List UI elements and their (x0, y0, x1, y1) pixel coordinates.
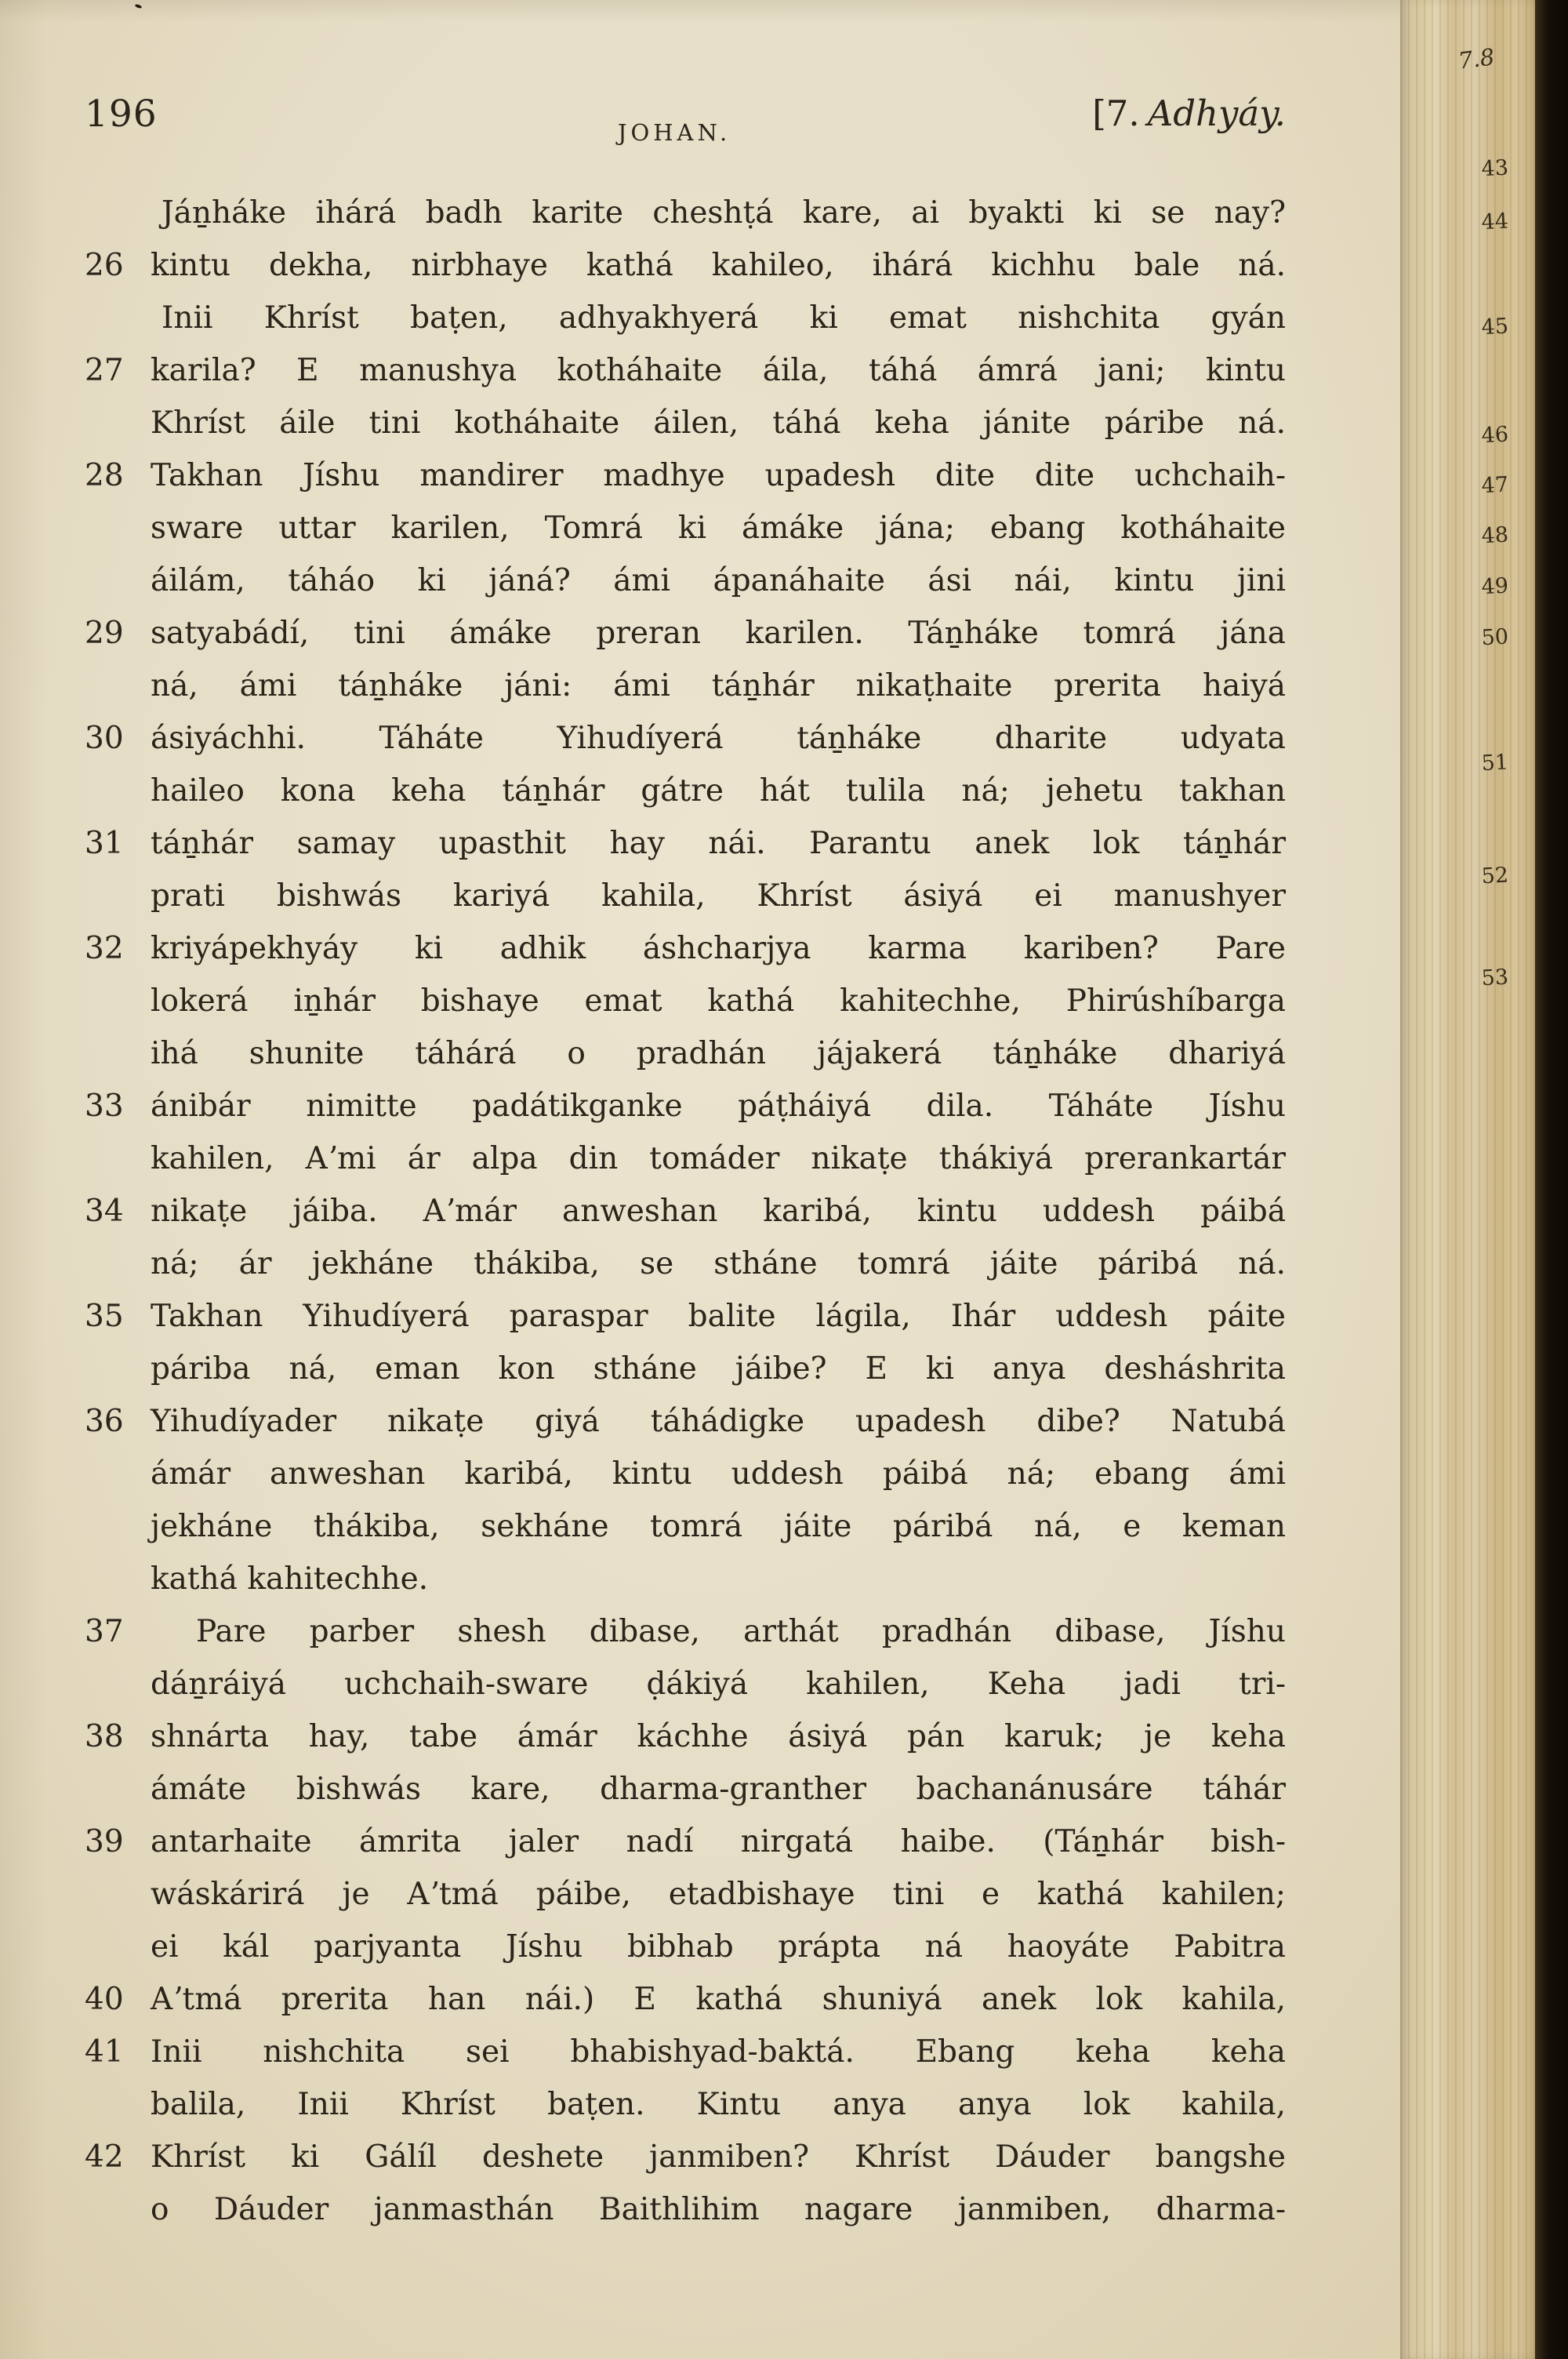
verse-line (151, 1448, 1286, 1500)
edge-verse-number: 47 (1480, 472, 1509, 499)
verse-number: 38 (85, 1719, 124, 1754)
verse-text: prati bishwás kariyá kahila, Khríst ásiyá ei manushyer (151, 878, 1286, 914)
verse-text: kintu dekha, nirbhaye kathá kahileo, ihárá kichhu bale ná. (151, 248, 1286, 283)
body-text (85, 187, 1286, 2236)
verse-line (85, 922, 1286, 975)
verse-line (151, 502, 1286, 554)
verse-text: Khríst áile tini kotháhaite áilen, táhá keha jánite páribe ná. (151, 405, 1286, 441)
verse-line (85, 712, 1286, 765)
verse-line (85, 1395, 1286, 1448)
edge-verse-number: 43 (1480, 155, 1509, 182)
verse-text: Pare parber shesh dibase, arthát pradhán dibase, Jíshu (196, 1614, 1286, 1649)
verse-text: Takhan Jíshu mandirer madhye upadesh dite dite uchchaih- (151, 458, 1286, 493)
verse-text: Aʼtmá prerita han nái.) E kathá shuniyá anek lok kahila, (151, 1982, 1286, 2017)
verse-line (151, 1921, 1286, 1973)
verse-text: Yihudíyader nikaṭe giyá táhádigke upadesh dibe? Natubá (151, 1404, 1286, 1439)
verse-line (151, 1868, 1286, 1921)
paper-speck (135, 4, 143, 9)
verse-number: 28 (85, 458, 124, 493)
verse-line (85, 239, 1286, 292)
verse-number: 41 (85, 2034, 124, 2070)
verse-number: 30 (85, 721, 124, 756)
edge-verse-number: 46 (1480, 422, 1509, 449)
verse-line (151, 1500, 1286, 1553)
verse-line (151, 975, 1286, 1027)
verse-number: 39 (85, 1824, 124, 1859)
verse-line (151, 1763, 1286, 1816)
verse-number: 35 (85, 1299, 124, 1334)
verse-number: 36 (85, 1404, 124, 1439)
verse-line (85, 817, 1286, 870)
verse-number: 37 (85, 1614, 124, 1649)
verse-line (151, 870, 1286, 922)
verse-line (85, 449, 1286, 502)
verse-line (151, 554, 1286, 607)
verse-text: Jáṉháke ihárá badh karite cheshṭá kare, ai byakti ki se nay? (162, 195, 1286, 231)
verse-number: 34 (85, 1194, 124, 1229)
verse-text: shnárta hay, tabe ámár káchhe ásiyá pán karuk; je keha (151, 1719, 1286, 1754)
verse-line (151, 1132, 1286, 1185)
verse-line (151, 2078, 1286, 2131)
verse-text: ei kál parjyanta Jíshu bibhab prápta ná haoyáte Pabitra (151, 1929, 1286, 1965)
verse-line (85, 1290, 1286, 1343)
verse-text: Takhan Yihudíyerá paraspar balite lágila, Ihár uddesh páite (151, 1299, 1286, 1334)
verse-line (151, 765, 1286, 817)
verse-text: wáskárirá je Aʼtmá páibe, etadbishaye tini e kathá kahilen; (151, 1877, 1286, 1912)
verse-text: táṉhár samay upasthit hay nái. Parantu anek lok táṉhár (151, 826, 1286, 861)
verse-number: 27 (85, 353, 124, 388)
edge-verse-number: 50 (1480, 624, 1509, 651)
verse-text: satyabádí, tini ámáke preran karilen. Táṉháke tomrá jána (151, 616, 1286, 651)
binding-strip (1535, 0, 1568, 2359)
verse-text: páriba ná, eman kon stháne jáibe? E ki anya desháshrita (151, 1351, 1286, 1387)
verse-text: áilám, táháo ki jáná? ámi ápanáhaite ási nái, kintu jini (151, 563, 1286, 598)
verse-text: haileo kona keha táṉhár gátre hát tulila ná; jehetu takhan (151, 773, 1286, 809)
verse-line (85, 2131, 1286, 2183)
verse-line (85, 2026, 1286, 2078)
verse-number: 33 (85, 1089, 124, 1124)
verse-line (151, 1553, 1286, 1605)
verse-text: ámár anweshan karibá, kintu uddesh páibá ná; ebang ámi (151, 1456, 1286, 1492)
verse-line (151, 397, 1286, 449)
verse-text: antarhaite ámrita jaler nadí nirgatá haibe. (Táṉhár bish- (151, 1824, 1286, 1859)
verse-line (85, 344, 1286, 397)
page-number: 196 (85, 93, 158, 136)
verse-text: dáṉráiyá uchchaih-sware ḍákiyá kahilen, Keha jadi tri- (151, 1667, 1286, 1702)
verse-line (151, 187, 1286, 239)
verse-line (85, 607, 1286, 660)
verse-line (151, 2183, 1286, 2236)
running-title: JOHAN. (617, 119, 731, 146)
edge-verse-number: 44 (1480, 209, 1509, 235)
verse-number: 26 (85, 248, 124, 283)
verse-text: ásiyáchhi. Táháte Yihudíyerá táṉháke dharite udyata (151, 721, 1286, 756)
verse-text: jekháne thákiba, sekháne tomrá jáite páribá ná, e keman (151, 1509, 1286, 1544)
edge-verse-number: 53 (1480, 965, 1509, 991)
verse-text: ná, ámi táṉháke jáni: ámi táṉhár nikaṭhaite prerita haiyá (151, 668, 1286, 703)
verse-text: kahilen, Aʼmi ár alpa din tomáder nikaṭe thákiyá prerankartár (151, 1141, 1286, 1176)
edge-verse-number: 52 (1480, 863, 1509, 889)
verse-number: 31 (85, 826, 124, 861)
verse-line (85, 1973, 1286, 2026)
edge-verse-number: 51 (1480, 750, 1509, 776)
verse-text: Inii nishchita sei bhabishyad-baktá. Ebang keha keha (151, 2034, 1286, 2070)
verse-line (85, 1080, 1286, 1132)
edge-header: 7.8 (1456, 43, 1496, 75)
verse-line (85, 1710, 1286, 1763)
verse-text: sware uttar karilen, Tomrá ki ámáke jána; ebang kotháhaite (151, 511, 1286, 546)
verse-number: 29 (85, 616, 124, 651)
chapter-heading (1092, 93, 1286, 134)
chapter-word: Adhyáy. (1147, 93, 1286, 134)
verse-text: nikaṭe jáiba. Aʼmár anweshan karibá, kintu uddesh páibá (151, 1194, 1286, 1229)
verse-text: kathá kahitechhe. (151, 1561, 429, 1597)
verse-line (151, 292, 1286, 344)
edge-verse-number: 49 (1480, 573, 1509, 600)
verse-text: Inii Khríst baṭen, adhyakhyerá ki emat nishchita gyán (162, 300, 1286, 336)
verse-text: karila? E manushya kotháhaite áila, táhá ámrá jani; kintu (151, 353, 1286, 388)
verse-line (151, 1658, 1286, 1710)
edge-verse-number: 45 (1480, 314, 1509, 340)
verse-number: 40 (85, 1982, 124, 2017)
edge-verse-number: 48 (1480, 522, 1509, 549)
verse-text: ná; ár jekháne thákiba, se stháne tomrá jáite páribá ná. (151, 1246, 1286, 1281)
verse-line (85, 1605, 1286, 1658)
verse-line (151, 1027, 1286, 1080)
verse-number: 32 (85, 931, 124, 966)
verse-text: kriyápekhyáy ki adhik áshcharjya karma kariben? Pare (151, 931, 1286, 966)
verse-line (85, 1816, 1286, 1868)
chapter-number: [7. (1092, 93, 1140, 134)
verse-line (151, 1238, 1286, 1290)
verse-text: balila, Inii Khríst baṭen. Kintu anya anya lok kahila, (151, 2087, 1286, 2122)
verse-text: lokerá iṉhár bishaye emat kathá kahitechhe, Phirúshíbarga (151, 983, 1286, 1019)
verse-text: ámáte bishwás kare, dharma-granther bachanánusáre táhár (151, 1772, 1286, 1807)
verse-text: Khríst ki Gálíl deshete janmiben? Khríst Dáuder bangshe (151, 2139, 1286, 2175)
verse-text: ihá shunite táhárá o pradhán jájakerá táṉháke dhariyá (151, 1036, 1286, 1071)
verse-text: ánibár nimitte padátikganke páṭháiyá dila. Táháte Jíshu (151, 1089, 1286, 1124)
page-edge-strip (1400, 0, 1535, 2359)
verse-number: 42 (85, 2139, 124, 2175)
verse-line (151, 660, 1286, 712)
verse-line (151, 1343, 1286, 1395)
verse-line (85, 1185, 1286, 1238)
verse-text: o Dáuder janmasthán Baithlihim nagare janmiben, dharma- (151, 2192, 1286, 2227)
